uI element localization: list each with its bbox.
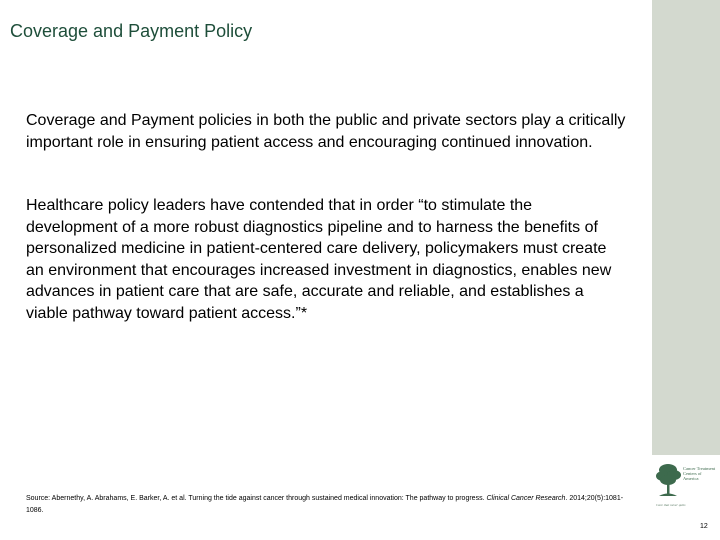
source-citation-details: . 2014;20(5):1081-1086. <box>26 495 624 514</box>
source-text: Source: Abernethy, A. Abrahams, E. Barker, A. et al. Turning the tide against cancer through sustained medical innovation: The pathway to progress. <box>26 495 487 502</box>
page-number: 12 <box>700 523 708 530</box>
slide-title: Coverage and Payment Policy <box>10 21 253 41</box>
source-citation <box>26 493 626 517</box>
logo-wordmark: Cancer Treatment Centers of America <box>683 466 716 482</box>
body-paragraph-2: Healthcare policy leaders have contended that in order “to stimulate the development of a more robust diagnostics pipeline and to harness the benefits of personalized medicine in patient-centered care delivery, policymakers must create an environment that encourages increased investment in diagnostics, enables new advances in patient care that are safe, accurate and reliable, and establishes a viable pathway toward patient access.”* <box>26 197 612 322</box>
logo-tagline: Care that never quits <box>656 503 686 507</box>
body-paragraph-1: Coverage and Payment policies in both the public and private sectors play a critically important role in ensuring patient access and encouraging continued innovation. <box>26 112 626 151</box>
source-journal: Clinical Cancer Research <box>486 495 566 502</box>
